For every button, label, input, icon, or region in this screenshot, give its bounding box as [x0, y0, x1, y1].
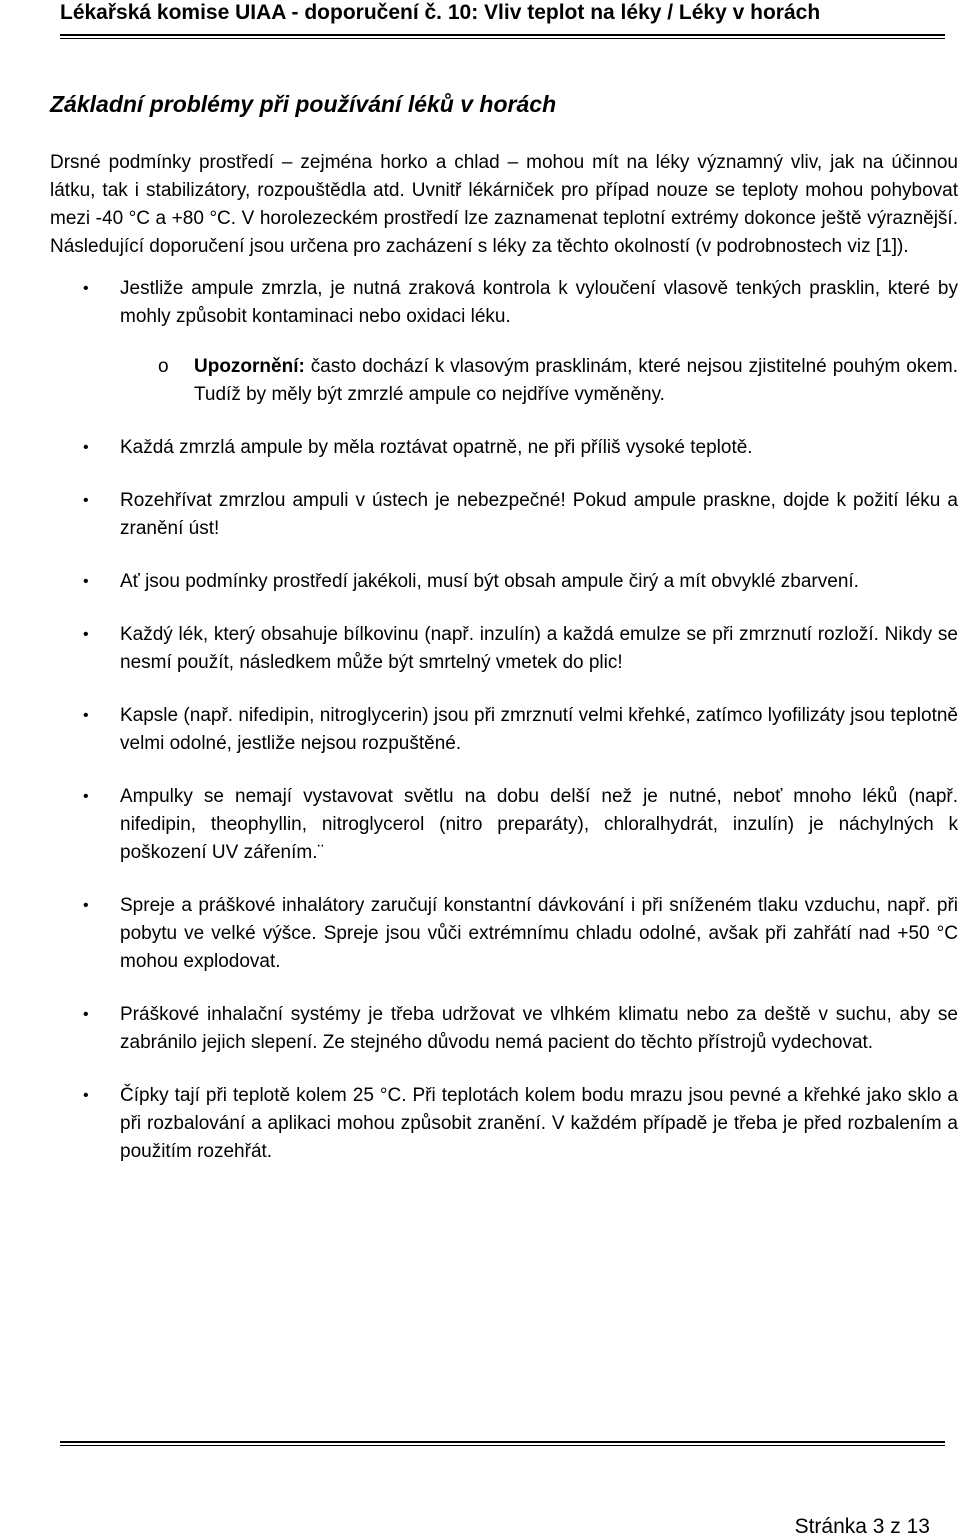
bullet-icon: •: [83, 1006, 89, 1023]
footer-divider: [60, 1441, 945, 1446]
list-item: [50, 702, 958, 758]
header-divider: [60, 34, 945, 39]
bullet-icon: •: [83, 707, 89, 724]
list-item: [50, 434, 958, 462]
list-item-text: Každý lék, který obsahuje bílkovinu (např. inzulín) a každá emulze se při zmrznutí rozloží. Nikdy se nesmí použít, následkem může být smrtelný vmetek do plic!: [120, 624, 958, 673]
bullet-icon: •: [83, 280, 89, 297]
sub-note: [50, 353, 958, 409]
list-item-text: Kapsle (např. nifedipin, nitroglycerin) jsou při zmrznutí velmi křehké, zatímco lyofilizáty jsou teplotně velmi odolné, jestliže nejsou rozpuštěné.: [120, 705, 958, 754]
list-item-text: Spreje a práškové inhalátory zaručují konstantní dávkování i při sníženém tlaku vzduchu, např. při pobytu ve velké výšce. Spreje jsou vůči extrémnímu chladu odolné, avšak při zahřátí nad +50 °C mohou explodovat.: [120, 895, 958, 972]
list-item-text: Čípky tají při teplotě kolem 25 °C. Při teplotách kolem bodu mrazu jsou pevné a křehké jako sklo a při rozbalování a aplikaci mohou způsobit zranění. V každém případě je třeba je před rozbalením a použitím rozehřát.: [120, 1085, 958, 1162]
page-number: Stránka 3 z 13: [794, 1515, 930, 1538]
list-item-text: Rozehřívat zmrzlou ampuli v ústech je nebezpečné! Pokud ampule praskne, dojde k požití léku a zranění úst!: [120, 490, 958, 539]
page-content: [50, 86, 958, 1191]
list-item-text: Ampulky se nemají vystavovat světlu na dobu delší než je nutné, neboť mnoho léků (např. nifedipin, theophyllin, nitroglycerol (nitro preparáty), chloralhydrát, inzulín) je náchylných k poškození UV zářením.¨: [120, 786, 958, 863]
list-item: [50, 783, 958, 867]
circle-bullet-icon: o: [158, 356, 169, 377]
section-heading: Základní problémy při používání léků v horách: [50, 91, 557, 117]
list-item-text: Ať jsou podmínky prostředí jakékoli, musí být obsah ampule čirý a mít obvyklé zbarvení.: [120, 571, 859, 592]
page-header: Lékařská komise UIAA - doporučení č. 10: Vliv teplot na léky / Léky v horách: [60, 1, 821, 24]
bullet-icon: •: [83, 897, 89, 914]
sub-note-label: Upozornění:: [194, 356, 305, 377]
intro-paragraph: Drsné podmínky prostředí – zejména horko a chlad – mohou mít na léky významný vliv, jak na účinnou látku, tak i stabilizátory, rozpouštědla atd. Uvnitř lékárniček pro případ nouze se teploty mohou pohybovat mezi -40 °C a +80 °C. V horolezeckém prostředí lze zaznamenat teplotní extrémy dokonce ještě výraznější. Následující doporučení jsou určena pro zacházení s léky za těchto okolností (v podrobnostech viz [1]).: [50, 152, 958, 257]
list-item: [50, 1001, 958, 1057]
list-item: [50, 1082, 958, 1166]
list-item: [50, 892, 958, 976]
bullet-icon: •: [83, 492, 89, 509]
bullet-icon: •: [83, 439, 89, 456]
list-item-text: Jestliže ampule zmrzla, je nutná zraková kontrola k vyloučení vlasově tenkých prasklin, které by mohly způsobit kontaminaci nebo oxidaci léku.: [120, 278, 958, 327]
list-item-text: Každá zmrzlá ampule by měla roztávat opatrně, ne při příliš vysoké teplotě.: [120, 437, 753, 458]
sub-note-text: často dochází k vlasovým prasklinám, které nejsou zjistitelné pouhým okem. Tudíž by měly být zmrzlé ampule co nejdříve vyměněny.: [194, 356, 958, 405]
list-item-text: Práškové inhalační systémy je třeba udržovat ve vlhkém klimatu nebo za deště v suchu, aby se zabránilo jejich slepení. Ze stejného důvodu nemá pacient do těchto přístrojů vydechovat.: [120, 1004, 958, 1053]
recommendation-list: [50, 275, 958, 1166]
bullet-icon: •: [83, 573, 89, 590]
list-item: [50, 275, 958, 409]
list-item: [50, 621, 958, 677]
list-item: [50, 487, 958, 543]
bullet-icon: •: [83, 788, 89, 805]
list-item: [50, 568, 958, 596]
bullet-icon: •: [83, 626, 89, 643]
bullet-icon: •: [83, 1087, 89, 1104]
